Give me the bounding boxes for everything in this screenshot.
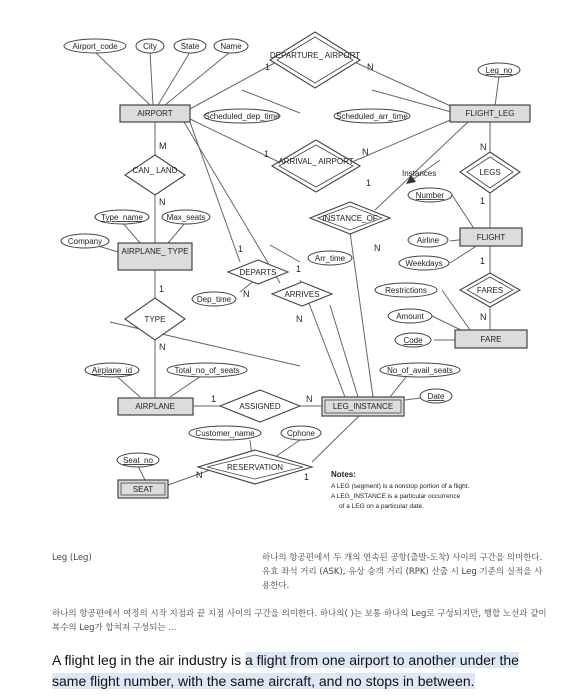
svg-text:AIRPLANE_ TYPE: AIRPLANE_ TYPE: [121, 247, 189, 256]
svg-text:N: N: [243, 289, 250, 299]
svg-text:Seat_no: Seat_no: [123, 456, 153, 465]
svg-text:Cphone: Cphone: [286, 429, 316, 438]
svg-text:LEGS: LEGS: [479, 168, 501, 177]
svg-text:Customer_name: Customer_name: [195, 429, 255, 438]
svg-text:1: 1: [264, 149, 270, 159]
definition-highlight: a flight from one airport to another under the same flight number, with the same aircraft, and no stops in between.: [52, 652, 519, 689]
relationship-assigned: [220, 390, 300, 422]
svg-text:Airline: Airline: [416, 236, 440, 245]
svg-text:1: 1: [265, 62, 271, 72]
attribute-customer-name: [189, 426, 261, 440]
svg-text:ARRIVES: ARRIVES: [284, 290, 320, 299]
svg-text:ARRIVAL_ AIRPORT: ARRIVAL_ AIRPORT: [278, 157, 354, 166]
svg-text:Leg_no: Leg_no: [485, 66, 513, 75]
notes: [331, 470, 470, 510]
svg-text:Code: Code: [403, 336, 423, 345]
svg-text:Total_no_of_seats: Total_no_of_seats: [174, 366, 240, 375]
attribute-amount: [388, 309, 432, 323]
entity-flight-leg: [450, 105, 530, 122]
svg-text:N: N: [196, 470, 203, 480]
svg-text:Dep_time: Dep_time: [196, 295, 232, 304]
svg-text:RESERVATION: RESERVATION: [226, 463, 284, 472]
svg-text:1: 1: [296, 264, 302, 274]
svg-text:SEAT: SEAT: [132, 485, 154, 494]
attribute-date: [420, 389, 452, 403]
relationship-legs: [460, 152, 520, 193]
svg-text:LEG_INSTANCE: LEG_INSTANCE: [332, 402, 394, 411]
attribute-weekdays: [399, 256, 449, 270]
relationship-arrives: [272, 282, 332, 306]
instances-label: Instances: [402, 169, 437, 178]
svg-text:DEPARTURE_ AIRPORT: DEPARTURE_ AIRPORT: [269, 51, 361, 60]
leg-term: Leg (Leg): [52, 553, 92, 563]
attribute-total-no-of-seats: [167, 363, 247, 377]
attribute-no-of-avail-seats: [380, 363, 460, 377]
attribute-restrictions: [375, 283, 437, 297]
entity-airplane-type: [118, 243, 192, 270]
svg-text:City: City: [143, 42, 157, 51]
svg-text:AIRPLANE: AIRPLANE: [135, 402, 175, 411]
svg-text:Company: Company: [67, 237, 103, 246]
svg-text:1: 1: [238, 244, 244, 254]
entity-flight: [460, 228, 522, 246]
svg-text:Type_name: Type_name: [101, 213, 143, 222]
svg-text:FLIGHT_LEG: FLIGHT_LEG: [465, 109, 515, 118]
attribute-company: [61, 234, 109, 248]
svg-text:Weekdays: Weekdays: [405, 259, 443, 268]
svg-text:N: N: [374, 243, 381, 253]
svg-text:FARE: FARE: [480, 335, 502, 344]
svg-text:Airport_code: Airport_code: [72, 42, 118, 51]
svg-text:No_of_avail_seats: No_of_avail_seats: [387, 366, 453, 375]
relationship-departure-airport: [270, 32, 360, 88]
svg-text:1: 1: [211, 394, 217, 404]
svg-text:N: N: [159, 342, 166, 352]
attribute-max-seats: [162, 210, 210, 224]
svg-text:Scheduled_arr_time: Scheduled_arr_time: [336, 112, 408, 121]
svg-text:Notes:: Notes:: [331, 470, 356, 479]
svg-text:1: 1: [159, 284, 165, 294]
svg-text:of a LEG on a particular date.: of a LEG on a particular date.: [339, 503, 424, 510]
svg-text:FLIGHT: FLIGHT: [476, 233, 506, 242]
svg-text:Max_seats: Max_seats: [166, 213, 206, 222]
svg-text:Name: Name: [220, 42, 242, 51]
svg-text:1: 1: [304, 472, 310, 482]
flight-leg-definition: [52, 650, 552, 692]
svg-text:TYPE: TYPE: [144, 315, 166, 324]
entity-seat: [118, 480, 168, 498]
svg-text:1: 1: [480, 256, 486, 266]
attribute-state: [174, 39, 206, 53]
entity-airplane: [118, 398, 193, 415]
svg-text:N: N: [296, 314, 303, 324]
svg-text:Date: Date: [427, 392, 445, 401]
svg-text:Amount: Amount: [396, 312, 424, 321]
attribute-number: [408, 188, 452, 202]
attribute-scheduled-arr-time: [334, 109, 410, 123]
relationship-reservation: [198, 450, 312, 484]
svg-text:N: N: [480, 312, 487, 322]
definition-lead: A flight leg in the air industry is: [52, 652, 245, 668]
svg-text:State: State: [180, 42, 200, 51]
attribute-airline: [408, 233, 448, 247]
attribute-scheduled-dep-time: [204, 109, 280, 123]
attribute-name: [214, 39, 248, 53]
attribute-seat-no: [117, 453, 159, 467]
instances-arrow: [402, 160, 440, 184]
attribute-code: [395, 333, 431, 347]
svg-text:N: N: [362, 147, 369, 157]
attribute-airport-code: [64, 39, 126, 53]
relationship-arrival-airport: [272, 140, 360, 192]
relationship-fares: [460, 273, 520, 307]
svg-text:N: N: [159, 197, 166, 207]
svg-text:N: N: [306, 394, 313, 404]
entity-airport: [120, 105, 190, 122]
attribute-airplane-id: [85, 363, 139, 377]
leg-definition-long: 하나의 항공편에서 여정의 시작 지점과 끝 지점 사이의 구간을 의미한다. 하나의( )는 보통 하나의 Leg로 구성되지만, 행합 노선과 같이 복수의 Leg가 합쳐져 구성되는 ...: [52, 609, 547, 633]
attribute-city: [136, 39, 164, 53]
svg-text:A LEG_INSTANCE is a particular: A LEG_INSTANCE is a particular occurrence: [331, 493, 461, 500]
svg-text:1: 1: [480, 196, 486, 206]
svg-text:N: N: [367, 62, 374, 72]
svg-text:ASSIGNED: ASSIGNED: [239, 402, 281, 411]
svg-text:1: 1: [366, 178, 372, 188]
entity-leg-instance: [322, 397, 404, 416]
svg-text:DEPARTS: DEPARTS: [239, 268, 277, 277]
attribute-leg-no: [478, 63, 520, 77]
svg-text:Scheduled_dep_time: Scheduled_dep_time: [204, 112, 280, 121]
svg-text:N: N: [480, 142, 487, 152]
attribute-type-name: [95, 210, 149, 224]
svg-text:INSTANCE_OF: INSTANCE_OF: [322, 214, 378, 223]
attribute-arr-time: [308, 251, 352, 265]
svg-text:Number: Number: [415, 191, 445, 200]
svg-text:CAN_ LAND: CAN_ LAND: [132, 166, 178, 175]
leg-definition-short: 하나의 항공편에서 두 개의 연속된 공항(출발-도착) 사이의 구간을 의미한다. 유효 좌석 거리 (ASK), 유상 승객 거리 (RPK) 산출 시 Leg 기준의 실적을 사용한다.: [262, 553, 543, 591]
svg-text:AIRPORT: AIRPORT: [137, 109, 173, 118]
svg-text:Restrictions: Restrictions: [385, 286, 427, 295]
entity-fare: [455, 330, 527, 348]
attribute-cphone: [281, 426, 321, 440]
attribute-dep-time: [192, 292, 236, 306]
svg-text:A LEG (segment) is a nonstop p: A LEG (segment) is a nonstop portion of a flight.: [331, 483, 470, 490]
relationship-type: [125, 298, 185, 340]
svg-text:Airplane_id: Airplane_id: [91, 366, 133, 375]
relationship-can-land: [125, 155, 185, 195]
svg-text:FARES: FARES: [476, 286, 504, 295]
svg-text:Arr_time: Arr_time: [314, 254, 346, 263]
svg-text:M: M: [159, 141, 167, 151]
